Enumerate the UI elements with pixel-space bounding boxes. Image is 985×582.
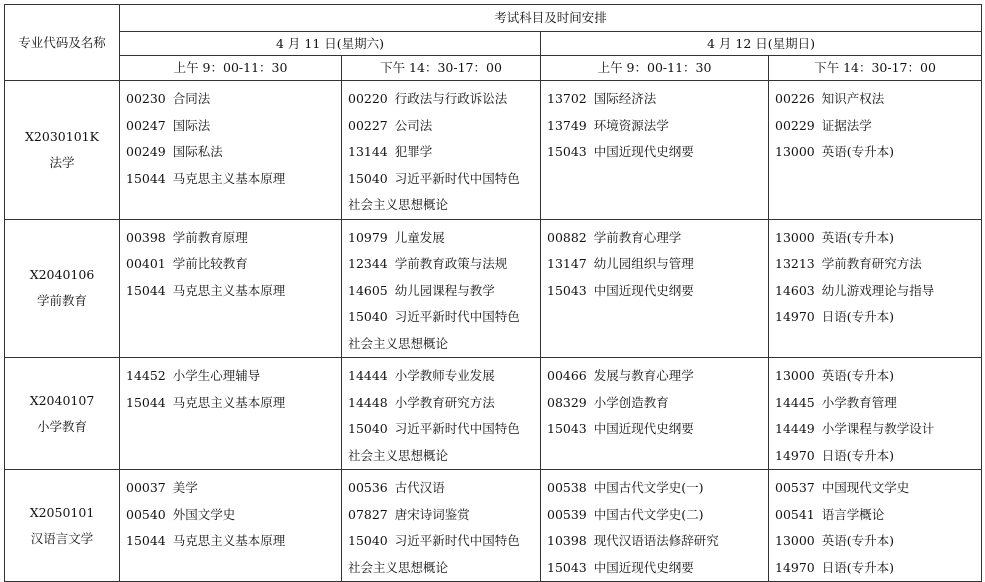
day1-pm-header: 下午 14：30-17：00 bbox=[342, 56, 541, 81]
major-cell bbox=[5, 81, 120, 220]
day1-pm-subjects-cell bbox=[342, 219, 541, 358]
subject-code: 00536 bbox=[348, 480, 388, 495]
subject-item bbox=[348, 166, 540, 193]
subject-name: 小学教育研究方法 bbox=[394, 394, 495, 410]
subject-list bbox=[547, 225, 768, 305]
header-row-sessions bbox=[5, 56, 982, 81]
subject-name: 唐宋诗词鉴赏 bbox=[394, 506, 470, 522]
header-row-days bbox=[5, 32, 982, 56]
subject-list bbox=[547, 475, 768, 581]
subject-code: 00537 bbox=[775, 480, 815, 495]
subject-code: 08329 bbox=[547, 394, 587, 410]
subject-name: 小学生心理辅导 bbox=[172, 368, 261, 383]
subject-name: 儿童发展 bbox=[394, 229, 445, 245]
subject-code: 14452 bbox=[126, 368, 166, 383]
subject-name: 习近平新时代中国特色 bbox=[394, 533, 520, 548]
subject-item bbox=[348, 192, 540, 219]
subject-code: 15044 bbox=[126, 170, 166, 186]
subject-item bbox=[348, 86, 540, 113]
subject-code: 15044 bbox=[126, 394, 166, 410]
subject-name: 国际经济法 bbox=[593, 91, 657, 106]
subject-code: 00398 bbox=[126, 229, 166, 245]
subject-name: 犯罪学 bbox=[394, 144, 433, 159]
subject-item bbox=[126, 528, 341, 555]
day1-am-subjects-cell bbox=[120, 219, 342, 358]
subject-code: 00229 bbox=[775, 117, 815, 133]
subject-name: 英语(专升本) bbox=[821, 368, 895, 383]
subject-item bbox=[547, 416, 768, 443]
subject-code: 13000 bbox=[775, 533, 815, 548]
day2-am-header: 上午 9：00-11：30 bbox=[541, 56, 769, 81]
subject-name: 马克思主义基本原理 bbox=[172, 533, 286, 548]
subject-list bbox=[775, 475, 981, 581]
subject-code: 15040 bbox=[348, 533, 388, 548]
subject-name: 发展与教育心理学 bbox=[593, 368, 694, 383]
major-cell bbox=[5, 470, 120, 582]
subject-item bbox=[775, 555, 981, 582]
exam-schedule-table bbox=[4, 4, 982, 582]
subject-item bbox=[547, 528, 768, 555]
subject-item bbox=[547, 278, 768, 305]
subject-name: 幼儿游戏理论与指导 bbox=[821, 282, 935, 298]
subject-code: 15043 bbox=[547, 282, 587, 298]
subject-name: 中国古代文学史(二) bbox=[593, 506, 704, 522]
subject-code: 14603 bbox=[775, 282, 815, 298]
subject-item bbox=[348, 225, 540, 252]
subject-name: 中国近现代史纲要 bbox=[593, 144, 694, 159]
subject-name: 古代汉语 bbox=[394, 480, 445, 495]
subject-code: 00230 bbox=[126, 91, 166, 106]
subject-name: 学前比较教育 bbox=[172, 256, 248, 271]
subject-item bbox=[348, 278, 540, 305]
subject-code: 10398 bbox=[547, 533, 587, 548]
subject-list bbox=[126, 363, 341, 416]
day2-pm-subjects-cell bbox=[769, 219, 982, 358]
subject-name: 公司法 bbox=[394, 117, 433, 133]
subject-name: 国际法 bbox=[172, 117, 211, 133]
subject-item bbox=[126, 86, 341, 113]
subject-name: 幼儿园组织与管理 bbox=[593, 256, 694, 271]
subject-list bbox=[348, 86, 540, 219]
subject-item bbox=[775, 86, 981, 113]
subject-name: 英语(专升本) bbox=[821, 144, 895, 159]
subject-item bbox=[348, 416, 540, 443]
subject-name: 合同法 bbox=[172, 91, 211, 106]
subject-code: 13000 bbox=[775, 144, 815, 159]
day2-am-subjects-cell bbox=[541, 81, 769, 220]
subject-item bbox=[547, 502, 768, 529]
subject-list bbox=[126, 86, 341, 192]
subject-code: 13213 bbox=[775, 256, 815, 271]
day1-am-subjects-cell bbox=[120, 81, 342, 220]
subject-item bbox=[775, 225, 981, 252]
subject-name: 中国现代文学史 bbox=[821, 480, 910, 495]
subject-name: 环境资源法学 bbox=[593, 117, 669, 133]
subject-code: 00538 bbox=[547, 480, 587, 495]
subject-item bbox=[547, 363, 768, 390]
schedule-body bbox=[5, 81, 982, 582]
subject-name: 马克思主义基本原理 bbox=[172, 170, 286, 186]
subject-name: 中国古代文学史(一) bbox=[593, 480, 704, 495]
major-name: 汉语言文学 bbox=[30, 530, 94, 546]
subject-item bbox=[348, 555, 540, 582]
subject-item bbox=[348, 528, 540, 555]
subject-code: 14970 bbox=[775, 447, 815, 463]
subject-name-continued: 社会主义思想概论 bbox=[348, 197, 449, 212]
subject-code: 10979 bbox=[348, 229, 388, 245]
subject-code: 14605 bbox=[348, 282, 388, 298]
day1-pm-subjects-cell bbox=[342, 81, 541, 220]
subject-code: 14444 bbox=[348, 368, 388, 383]
subject-name: 学前教育原理 bbox=[172, 229, 248, 245]
subject-name: 语言学概论 bbox=[821, 506, 885, 522]
subject-name: 行政法与行政诉讼法 bbox=[394, 91, 508, 106]
subject-name: 习近平新时代中国特色 bbox=[394, 309, 520, 324]
subject-item bbox=[547, 86, 768, 113]
day1-am-subjects-cell bbox=[120, 470, 342, 582]
subject-list bbox=[775, 363, 981, 469]
subject-item bbox=[126, 225, 341, 252]
major-cell bbox=[5, 219, 120, 358]
subject-item bbox=[126, 113, 341, 140]
subject-list bbox=[775, 86, 981, 166]
subject-item bbox=[775, 113, 981, 140]
subject-item bbox=[775, 139, 981, 166]
subject-item bbox=[126, 166, 341, 193]
major-code: X2040107 bbox=[29, 392, 95, 408]
subject-item bbox=[126, 139, 341, 166]
subject-code: 00227 bbox=[348, 117, 388, 133]
major-name: 小学教育 bbox=[36, 418, 87, 434]
major-row bbox=[5, 470, 982, 582]
subject-name: 外国文学史 bbox=[172, 506, 236, 522]
subject-item bbox=[126, 475, 341, 502]
subject-code: 00401 bbox=[126, 256, 166, 271]
subject-item bbox=[126, 278, 341, 305]
day1-pm-subjects-cell bbox=[342, 358, 541, 470]
subject-code: 15040 bbox=[348, 309, 388, 324]
subject-name-continued: 社会主义思想概论 bbox=[348, 335, 449, 351]
subject-code: 14445 bbox=[775, 394, 815, 410]
subject-name: 马克思主义基本原理 bbox=[172, 394, 286, 410]
subject-name: 学前教育政策与法规 bbox=[394, 256, 508, 271]
major-code: X2050101 bbox=[29, 504, 95, 520]
subject-name: 习近平新时代中国特色 bbox=[394, 421, 520, 436]
subject-name: 习近平新时代中国特色 bbox=[394, 170, 520, 186]
subject-item bbox=[126, 363, 341, 390]
subject-name: 证据法学 bbox=[821, 117, 872, 133]
subject-code: 12344 bbox=[348, 256, 388, 271]
subject-code: 13000 bbox=[775, 229, 815, 245]
subject-item bbox=[775, 502, 981, 529]
subject-item bbox=[775, 528, 981, 555]
subject-item bbox=[775, 475, 981, 502]
subject-item bbox=[775, 363, 981, 390]
subject-item bbox=[126, 390, 341, 417]
subject-item bbox=[547, 390, 768, 417]
major-name: 学前教育 bbox=[36, 293, 87, 309]
subject-code: 13147 bbox=[547, 256, 587, 271]
subject-item bbox=[348, 475, 540, 502]
subject-item bbox=[547, 475, 768, 502]
subject-name: 小学创造教育 bbox=[593, 394, 669, 410]
subject-item bbox=[775, 304, 981, 331]
subject-list bbox=[348, 225, 540, 358]
subject-code: 15044 bbox=[126, 533, 166, 548]
subject-code: 00249 bbox=[126, 144, 166, 159]
subject-list bbox=[126, 475, 341, 555]
subject-item bbox=[348, 390, 540, 417]
day2-am-subjects-cell bbox=[541, 219, 769, 358]
subject-item bbox=[547, 225, 768, 252]
subject-name-continued: 社会主义思想概论 bbox=[348, 447, 449, 463]
major-row bbox=[5, 358, 982, 470]
subject-code: 00466 bbox=[547, 368, 587, 383]
day1-am-subjects-cell bbox=[120, 358, 342, 470]
subject-code: 00540 bbox=[126, 506, 166, 522]
subject-name: 现代汉语语法修辞研究 bbox=[593, 533, 719, 548]
subject-name: 小学教师专业发展 bbox=[394, 368, 495, 383]
subject-code: 14970 bbox=[775, 559, 815, 575]
subject-code: 14449 bbox=[775, 421, 815, 436]
day2-am-subjects-cell bbox=[541, 358, 769, 470]
subject-code: 15044 bbox=[126, 282, 166, 298]
subject-item bbox=[775, 416, 981, 443]
header-row-title bbox=[5, 5, 982, 32]
day2-header: 4 月 12 日(星期日) bbox=[541, 32, 982, 56]
subject-item bbox=[547, 555, 768, 582]
major-name: 法学 bbox=[49, 154, 75, 170]
major-code: X2030101K bbox=[25, 128, 99, 144]
subject-code: 14448 bbox=[348, 394, 388, 410]
subject-name: 马克思主义基本原理 bbox=[172, 282, 286, 298]
subject-list bbox=[348, 363, 540, 469]
subject-name: 知识产权法 bbox=[821, 91, 885, 106]
day2-pm-subjects-cell bbox=[769, 470, 982, 582]
subject-code: 13144 bbox=[348, 144, 388, 159]
subject-name: 日语(专升本) bbox=[821, 447, 895, 463]
subject-name: 幼儿园课程与教学 bbox=[394, 282, 495, 298]
subject-code: 15043 bbox=[547, 559, 587, 575]
subject-list bbox=[348, 475, 540, 581]
subject-item bbox=[348, 304, 540, 331]
subject-code: 15040 bbox=[348, 421, 388, 436]
subject-name-continued: 社会主义思想概论 bbox=[348, 559, 449, 575]
subject-item bbox=[126, 502, 341, 529]
subject-code: 14970 bbox=[775, 309, 815, 324]
subject-name: 日语(专升本) bbox=[821, 559, 895, 575]
subject-name: 美学 bbox=[172, 480, 198, 495]
subject-code: 00226 bbox=[775, 91, 815, 106]
subject-code: 00539 bbox=[547, 506, 587, 522]
subject-name: 学前教育研究方法 bbox=[821, 256, 922, 271]
subject-name: 中国近现代史纲要 bbox=[593, 282, 694, 298]
exam-title-header: 考试科目及时间安排 bbox=[120, 5, 982, 32]
subject-code: 00037 bbox=[126, 480, 166, 495]
subject-code: 15043 bbox=[547, 144, 587, 159]
subject-code: 00882 bbox=[547, 229, 587, 245]
subject-item bbox=[348, 443, 540, 470]
subject-name: 英语(专升本) bbox=[821, 533, 895, 548]
subject-list bbox=[547, 363, 768, 443]
subject-code: 13702 bbox=[547, 91, 587, 106]
subject-code: 00541 bbox=[775, 506, 815, 522]
subject-list bbox=[775, 225, 981, 331]
subject-name: 中国近现代史纲要 bbox=[593, 559, 694, 575]
subject-list bbox=[126, 225, 341, 305]
subject-name: 小学课程与教学设计 bbox=[821, 421, 935, 436]
subject-item bbox=[775, 390, 981, 417]
major-cell bbox=[5, 358, 120, 470]
subject-name: 国际私法 bbox=[172, 144, 223, 159]
subject-item bbox=[348, 363, 540, 390]
subject-item bbox=[126, 251, 341, 278]
subject-list bbox=[547, 86, 768, 166]
subject-item bbox=[775, 443, 981, 470]
subject-item bbox=[348, 502, 540, 529]
subject-code: 07827 bbox=[348, 506, 388, 522]
day1-header: 4 月 11 日(星期六) bbox=[120, 32, 541, 56]
subject-item bbox=[775, 251, 981, 278]
major-row bbox=[5, 81, 982, 220]
subject-code: 00220 bbox=[348, 91, 388, 106]
subject-name: 英语(专升本) bbox=[821, 229, 895, 245]
major-column-header: 专业代码及名称 bbox=[5, 5, 120, 81]
subject-name: 日语(专升本) bbox=[821, 309, 895, 324]
day2-pm-header: 下午 14：30-17：00 bbox=[769, 56, 982, 81]
subject-code: 13749 bbox=[547, 117, 587, 133]
subject-name: 小学教育管理 bbox=[821, 394, 897, 410]
day2-pm-subjects-cell bbox=[769, 81, 982, 220]
subject-item bbox=[348, 113, 540, 140]
subject-item bbox=[348, 251, 540, 278]
day1-pm-subjects-cell bbox=[342, 470, 541, 582]
day1-am-header: 上午 9：00-11：30 bbox=[120, 56, 342, 81]
major-row bbox=[5, 219, 982, 358]
subject-code: 15040 bbox=[348, 170, 388, 186]
subject-name: 学前教育心理学 bbox=[593, 229, 682, 245]
subject-item bbox=[348, 331, 540, 358]
day2-am-subjects-cell bbox=[541, 470, 769, 582]
subject-item bbox=[547, 251, 768, 278]
subject-item bbox=[547, 113, 768, 140]
subject-code: 15043 bbox=[547, 421, 587, 436]
subject-code: 13000 bbox=[775, 368, 815, 383]
subject-item bbox=[348, 139, 540, 166]
day2-pm-subjects-cell bbox=[769, 358, 982, 470]
subject-name: 中国近现代史纲要 bbox=[593, 421, 694, 436]
subject-code: 00247 bbox=[126, 117, 166, 133]
subject-item bbox=[547, 139, 768, 166]
subject-item bbox=[775, 278, 981, 305]
major-code: X2040106 bbox=[29, 267, 95, 283]
